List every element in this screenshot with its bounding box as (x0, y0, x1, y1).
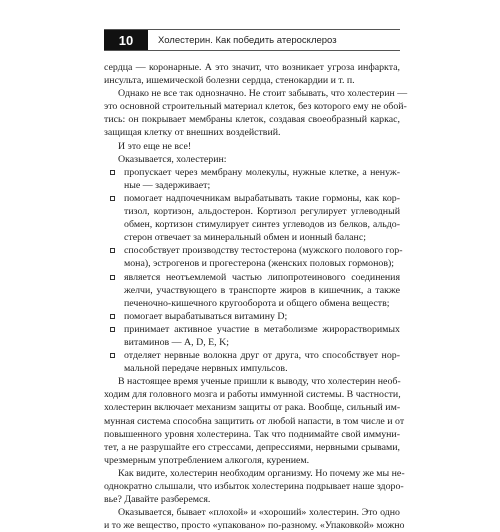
paragraph (104, 506, 405, 532)
text-line: И это еще не все! (118, 140, 192, 152)
text-line: отделяет нервные волокна друг от друга, что способствует нор- (124, 350, 400, 362)
list-item (104, 271, 400, 310)
text-line: печеночно-кишечного кругооборота и общего обмена веществ; (124, 297, 390, 309)
text-line: обмен, кортизон стимулирует синтез углеводов из белков, альдо- (124, 219, 400, 231)
text-line: повышенного уровня холестерина. Так что поднимайте свой иммуни- (104, 428, 400, 440)
text-line: тись: он покрывает мембраны клеток, создавая своеобразный каркас, (104, 114, 400, 126)
text-line: защищая клетку от внешних воздействий. (104, 127, 281, 139)
text-line: пропускает через мембрану молекулы, нужные клетке, а ненуж- (124, 166, 400, 178)
text-line: витаминов — A, D, E, K; (124, 336, 229, 348)
bullet-square-icon (110, 314, 115, 319)
text-line: и то же вещество, просто «упаковано» по-разному. «Упаковкой» можно (104, 520, 405, 532)
page-header (104, 29, 400, 51)
text-line: помогает надпочечникам вырабатывать такие гормоны, как кор- (124, 192, 400, 204)
text-line: холестерин включает механизм защиты от рака. Вообще, сильный им- (104, 402, 401, 414)
list-item (104, 310, 400, 323)
paragraph (104, 61, 400, 87)
text-line: чрезмерным употреблением алкоголя, курением. (104, 454, 310, 466)
text-line: Оказывается, бывает «плохой» и «хороший» холестерин. Это одно (118, 507, 400, 519)
text-line: Оказывается, холестерин: (118, 153, 227, 165)
text-line: это основной строительный материал клеток, без которого ему не обой- (104, 101, 407, 113)
list-item (104, 349, 400, 375)
text-line: Как видите, холестерин необходим организму. Но почему же мы не- (118, 467, 405, 479)
text-line: ные — задерживает; (124, 179, 211, 191)
text-line: желчи, участвующего в транспорте жиров в кишечник, а также (124, 284, 400, 296)
list-item (104, 192, 400, 244)
text-line: способствует производству тестостерона (мужского полового гор- (124, 245, 403, 257)
paragraph (104, 140, 400, 153)
paragraph (104, 375, 405, 467)
text-line: Однако не все так однозначно. Не стоит забывать, что холестерин — (118, 88, 408, 100)
bullet-square-icon (110, 275, 115, 280)
text-line: мальной передаче нервных импульсов. (124, 363, 288, 375)
text-line: ходим для головного мозга и работы иммунной системы. В частности, (104, 389, 401, 401)
text-line: мона), эстрогенов и прогестерона (женских половых гормонов); (124, 258, 395, 270)
text-line: принимает активное участие в метаболизме жирорастворимых (124, 323, 400, 335)
bullet-square-icon (110, 248, 115, 253)
paragraph (104, 87, 408, 139)
bullet-square-icon (110, 170, 115, 175)
text-line: инсульта, ишемической болезни сердца, стенокардии и т. п. (104, 75, 355, 87)
text-line: тизол, кортизон, альдостерон. Кортизол регулирует углеводный (124, 206, 400, 218)
text-line: сердца — коронарные. А это значит, что возникает угроза инфаркта, (104, 62, 400, 73)
bullet-square-icon (110, 327, 115, 332)
text-line: стерон отвечает за минеральный обмен и ионный баланс; (124, 232, 366, 244)
body-text (104, 61, 408, 532)
text-line: В настоящее время ученые пришли к выводу, что холестерин необ- (118, 376, 401, 388)
paragraph (104, 467, 405, 506)
text-line: тет, а не разрушайте его стрессами, депрессиями, нервными срывами, (104, 441, 400, 453)
bullet-square-icon (110, 196, 115, 201)
text-line: помогает вырабатываться витамину D; (124, 310, 288, 322)
paragraph (104, 153, 400, 166)
bullet-square-icon (110, 353, 115, 358)
page-number: 10 (104, 30, 148, 50)
list-item (104, 244, 403, 270)
text-line: является неотъемлемой частью липопротеинового соединения (124, 271, 400, 283)
text-line: вье? Давайте разберемся. (104, 494, 211, 506)
list-item (104, 323, 400, 349)
text-line: однократно слышали, что избыток холестерина подрывает наше здоро- (104, 481, 404, 492)
text-line: мунная система способна защитить от любой напасти, в том числе и от (104, 415, 405, 427)
list-item (104, 166, 400, 192)
running-title: Холестерин. Как победить атеросклероз (158, 34, 337, 46)
